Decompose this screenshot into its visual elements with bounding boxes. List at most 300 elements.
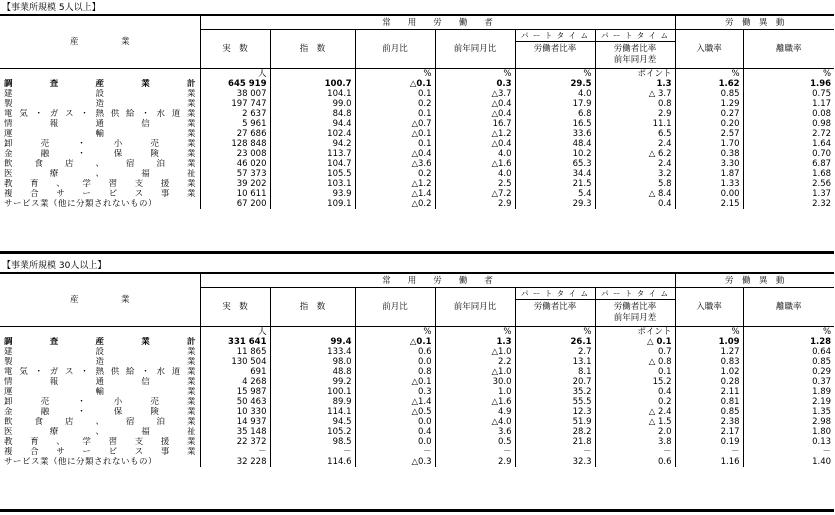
unit-cell: ポイント	[595, 69, 675, 80]
unit-cell: %	[675, 69, 743, 80]
row-label: 建設業	[4, 89, 196, 99]
header-shisu: 指 数	[270, 288, 355, 327]
cell-zennen: 2.9	[435, 199, 515, 209]
cell-nyushoku: 2.38	[675, 417, 743, 427]
cell-nyushoku: 0.81	[675, 397, 743, 407]
row-label: 情報通信業	[4, 119, 196, 129]
cell-nyushoku: 2.15	[675, 199, 743, 209]
cell-nyushoku: 0.19	[675, 437, 743, 447]
row-label: 教育、学習支援業	[4, 437, 196, 447]
header-jissu: 実 数	[200, 30, 270, 69]
cell-rishoku: 0.08	[743, 109, 834, 119]
cell-jissu: 5 961	[200, 119, 270, 129]
cell-zengetsu: △0.4	[355, 149, 435, 159]
stats-table	[0, 272, 834, 467]
cell-zennen: 0.5	[435, 437, 515, 447]
cell-shisu: 94.5	[270, 417, 355, 427]
cell-zennen: △1.0	[435, 347, 515, 357]
cell-zennen: △0.4	[435, 109, 515, 119]
cell-zennen: △1.2	[435, 129, 515, 139]
header-part-top: パ ー ト タ イ ム	[596, 288, 675, 300]
table-row	[0, 357, 834, 367]
cell-rishoku: 1.68	[743, 169, 834, 179]
row-label: 製造業	[4, 357, 196, 367]
cell-part-ratio: 2.7	[515, 347, 595, 357]
table-row	[0, 109, 834, 119]
cell-zennen: 4.0	[435, 149, 515, 159]
row-label: 医療、福祉	[4, 169, 196, 179]
row-label: 飲食店、宿泊業	[4, 417, 196, 427]
cell-jissu: 38 007	[200, 89, 270, 99]
table-row	[0, 189, 834, 199]
table-row	[0, 79, 834, 89]
row-label: 卸売・小売業	[4, 397, 196, 407]
cell-shisu: 93.9	[270, 189, 355, 199]
cell-part-ratio: 29.5	[515, 79, 595, 89]
cell-rishoku: 0.64	[743, 347, 834, 357]
header-zengetsu: 前月比	[355, 30, 435, 69]
cell-part-diff: 0.4	[595, 387, 675, 397]
cell-zengetsu: △1.4	[355, 189, 435, 199]
cell-part-ratio: －	[515, 447, 595, 457]
cell-nyushoku: 1.70	[675, 139, 743, 149]
cell-nyushoku: 1.16	[675, 457, 743, 467]
header-part-ratio	[515, 288, 595, 327]
cell-zennen: △0.4	[435, 99, 515, 109]
cell-jissu: 130 504	[200, 357, 270, 367]
cell-nyushoku: 2.17	[675, 427, 743, 437]
cell-part-diff: 0.8	[595, 99, 675, 109]
cell-zennen: 4.9	[435, 407, 515, 417]
cell-part-diff: 1.3	[595, 79, 675, 89]
cell-zennen: 2.5	[435, 179, 515, 189]
cell-shisu: 114.6	[270, 457, 355, 467]
cell-rishoku: 1.80	[743, 427, 834, 437]
table-row	[0, 159, 834, 169]
cell-zennen: 30.0	[435, 377, 515, 387]
cell-jissu: 11 865	[200, 347, 270, 357]
cell-rishoku: 0.13	[743, 437, 834, 447]
table-body	[0, 79, 834, 209]
cell-zengetsu: △0.7	[355, 119, 435, 129]
cell-rishoku: 6.87	[743, 159, 834, 169]
row-label: 運輸業	[4, 129, 196, 139]
cell-shisu: 98.0	[270, 357, 355, 367]
table-row	[0, 179, 834, 189]
cell-zennen: △3.7	[435, 89, 515, 99]
header-part-ratio-label: 労働者比率	[533, 302, 577, 312]
header-rishoku: 離職率	[743, 288, 834, 327]
cell-part-ratio: 20.7	[515, 377, 595, 387]
header-part-ratio-label: 労働者比率	[533, 44, 577, 54]
cell-part-ratio: 17.9	[515, 99, 595, 109]
table-row	[0, 417, 834, 427]
cell-jissu: 10 330	[200, 407, 270, 417]
header-group-employment: 常 用 労 働 者	[200, 273, 675, 288]
cell-part-diff: 0.7	[595, 347, 675, 357]
row-label: 複合サービス事業	[4, 447, 196, 457]
header-zengetsu: 前月比	[355, 288, 435, 327]
cell-part-ratio: 55.5	[515, 397, 595, 407]
cell-part-ratio: 12.3	[515, 407, 595, 417]
cell-zengetsu: △0.1	[355, 337, 435, 347]
table-row	[0, 387, 834, 397]
table-row	[0, 199, 834, 209]
cell-part-ratio: 51.9	[515, 417, 595, 427]
cell-nyushoku: 1.62	[675, 79, 743, 89]
table-row	[0, 347, 834, 357]
cell-nyushoku: 0.85	[675, 89, 743, 99]
header-industry: 産 業	[0, 15, 200, 69]
table-row	[0, 457, 834, 467]
cell-shisu: 109.1	[270, 199, 355, 209]
cell-part-ratio: 29.3	[515, 199, 595, 209]
cell-jissu: 67 200	[200, 199, 270, 209]
cell-part-diff: △ 0.1	[595, 337, 675, 347]
cell-part-diff: 2.4	[595, 159, 675, 169]
cell-zennen: △7.2	[435, 189, 515, 199]
row-label: 金融・保険業	[4, 407, 196, 417]
cell-jissu: －	[200, 447, 270, 457]
cell-jissu: 27 686	[200, 129, 270, 139]
cell-nyushoku: 0.00	[675, 189, 743, 199]
cell-zengetsu: 0.3	[355, 387, 435, 397]
header-shisu: 指 数	[270, 30, 355, 69]
cell-shisu: 102.4	[270, 129, 355, 139]
cell-zengetsu: 0.6	[355, 347, 435, 357]
cell-zengetsu: △1.4	[355, 397, 435, 407]
cell-zennen: △1.6	[435, 159, 515, 169]
unit-cell	[270, 327, 355, 338]
cell-part-diff: 0.4	[595, 199, 675, 209]
cell-part-diff: 15.2	[595, 377, 675, 387]
cell-zengetsu: △0.1	[355, 79, 435, 89]
cell-part-ratio: 4.0	[515, 89, 595, 99]
unit-cell: %	[675, 327, 743, 338]
unit-cell: %	[435, 327, 515, 338]
cell-rishoku: 2.98	[743, 417, 834, 427]
unit-cell	[270, 69, 355, 80]
table-row	[0, 397, 834, 407]
cell-part-diff: △ 2.4	[595, 407, 675, 417]
table-row	[0, 377, 834, 387]
table-row	[0, 437, 834, 447]
unit-cell: %	[355, 69, 435, 80]
header-rishoku: 離職率	[743, 30, 834, 69]
cell-part-diff: △ 6.2	[595, 149, 675, 159]
cell-rishoku: 2.19	[743, 397, 834, 407]
cell-zengetsu: 0.2	[355, 169, 435, 179]
cell-shisu: 89.9	[270, 397, 355, 407]
cell-jissu: 4 268	[200, 377, 270, 387]
cell-shisu: 104.7	[270, 159, 355, 169]
cell-part-diff: 0.1	[595, 367, 675, 377]
cell-jissu: 2 637	[200, 109, 270, 119]
table-row	[0, 119, 834, 129]
cell-zengetsu: 0.1	[355, 89, 435, 99]
cell-nyushoku: 0.38	[675, 149, 743, 159]
table-row	[0, 89, 834, 99]
cell-jissu: 331 641	[200, 337, 270, 347]
cell-nyushoku: 0.83	[675, 357, 743, 367]
cell-zengetsu: 0.4	[355, 427, 435, 437]
cell-jissu: 57 373	[200, 169, 270, 179]
cell-zennen: △0.4	[435, 139, 515, 149]
cell-part-ratio: 65.3	[515, 159, 595, 169]
table-row	[0, 139, 834, 149]
cell-rishoku: 1.96	[743, 79, 834, 89]
header-part-diff-label2: 前年同月差	[613, 313, 657, 323]
cell-shisu: 48.8	[270, 367, 355, 377]
table-row	[0, 149, 834, 159]
unit-cell: %	[515, 327, 595, 338]
cell-shisu: 103.1	[270, 179, 355, 189]
cell-rishoku: 1.17	[743, 99, 834, 109]
cell-rishoku: 0.98	[743, 119, 834, 129]
unit-cell: %	[743, 69, 834, 80]
cell-jissu: 15 987	[200, 387, 270, 397]
cell-part-ratio: 32.3	[515, 457, 595, 467]
cell-jissu: 197 747	[200, 99, 270, 109]
cell-part-ratio: 6.8	[515, 109, 595, 119]
section-title: 【事業所規模 30人以上】	[2, 261, 107, 271]
cell-nyushoku: 0.85	[675, 407, 743, 417]
cell-part-ratio: 33.6	[515, 129, 595, 139]
row-label: 金融・保険業	[4, 149, 196, 159]
cell-jissu: 10 611	[200, 189, 270, 199]
table-row	[0, 407, 834, 417]
cell-shisu: 133.4	[270, 347, 355, 357]
cell-zengetsu: △0.1	[355, 129, 435, 139]
cell-nyushoku: 1.27	[675, 347, 743, 357]
cell-zengetsu: △0.3	[355, 457, 435, 467]
header-nyushoku: 入職率	[675, 30, 743, 69]
cell-zengetsu: 0.2	[355, 99, 435, 109]
header-group-turnover: 労 働 異 動	[675, 15, 834, 30]
header-nyushoku: 入職率	[675, 288, 743, 327]
cell-shisu: 113.7	[270, 149, 355, 159]
row-label: 情報通信業	[4, 377, 196, 387]
cell-part-ratio: 16.5	[515, 119, 595, 129]
header-zennen: 前年同月比	[435, 30, 515, 69]
cell-part-diff: 0.6	[595, 457, 675, 467]
cell-rishoku: 1.35	[743, 407, 834, 417]
cell-zengetsu: 0.8	[355, 367, 435, 377]
cell-rishoku: －	[743, 447, 834, 457]
cell-nyushoku: 1.09	[675, 337, 743, 347]
cell-part-diff: 2.4	[595, 139, 675, 149]
cell-zennen: 0.3	[435, 79, 515, 89]
table-row	[0, 129, 834, 139]
cell-nyushoku: 1.33	[675, 179, 743, 189]
header-part-diff	[595, 288, 675, 327]
cell-zengetsu: △0.1	[355, 377, 435, 387]
cell-part-diff: 11.1	[595, 119, 675, 129]
row-label: 電気・ガス・熱供給・水道業	[4, 109, 196, 119]
cell-zennen: 3.6	[435, 427, 515, 437]
cell-shisu: 94.4	[270, 119, 355, 129]
cell-part-diff: 2.0	[595, 427, 675, 437]
table-row	[0, 427, 834, 437]
cell-shisu: 99.0	[270, 99, 355, 109]
cell-nyushoku: 0.28	[675, 377, 743, 387]
cell-part-ratio: 34.4	[515, 169, 595, 179]
cell-part-diff: 3.2	[595, 169, 675, 179]
cell-part-ratio: 48.4	[515, 139, 595, 149]
cell-part-ratio: 28.2	[515, 427, 595, 437]
cell-shisu: 100.1	[270, 387, 355, 397]
cell-zennen: △4.0	[435, 417, 515, 427]
cell-part-diff: △ 3.7	[595, 89, 675, 99]
cell-part-ratio: 35.2	[515, 387, 595, 397]
header-zennen: 前年同月比	[435, 288, 515, 327]
table-bottom-rule	[0, 509, 834, 512]
unit-cell: %	[515, 69, 595, 80]
row-label: 卸売・小売業	[4, 139, 196, 149]
cell-nyushoku: 2.11	[675, 387, 743, 397]
cell-zengetsu: △1.2	[355, 179, 435, 189]
row-label: 調査産業計	[4, 337, 196, 347]
row-label: 運輸業	[4, 387, 196, 397]
cell-nyushoku: 1.29	[675, 99, 743, 109]
header-group-employment: 常 用 労 働 者	[200, 15, 675, 30]
cell-part-ratio: 13.1	[515, 357, 595, 367]
unit-cell: ポイント	[595, 327, 675, 338]
row-label: サービス業（他に分類されないもの）	[4, 457, 158, 467]
cell-part-ratio: 8.1	[515, 367, 595, 377]
cell-zengetsu: △0.2	[355, 199, 435, 209]
cell-part-diff: △ 8.4	[595, 189, 675, 199]
cell-nyushoku: －	[675, 447, 743, 457]
table-bottom-rule	[0, 251, 834, 254]
cell-jissu: 128 848	[200, 139, 270, 149]
table-row	[0, 367, 834, 377]
cell-rishoku: 1.37	[743, 189, 834, 199]
cell-shisu: 99.4	[270, 337, 355, 347]
row-label: 飲食店、宿泊業	[4, 159, 196, 169]
cell-part-diff: －	[595, 447, 675, 457]
cell-nyushoku: 2.57	[675, 129, 743, 139]
cell-zengetsu: －	[355, 447, 435, 457]
row-label: 医療、福祉	[4, 427, 196, 437]
cell-rishoku: 0.29	[743, 367, 834, 377]
cell-shisu: 105.5	[270, 169, 355, 179]
header-part-diff-label1: 労働者比率	[613, 302, 657, 312]
stats-table	[0, 14, 834, 209]
header-part-diff-label2: 前年同月差	[613, 55, 657, 65]
header-part-top: パ ー ト タ イ ム	[516, 288, 595, 300]
cell-zennen: 1.3	[435, 337, 515, 347]
cell-nyushoku: 1.02	[675, 367, 743, 377]
cell-part-diff: 0.2	[595, 397, 675, 407]
cell-part-ratio: 21.5	[515, 179, 595, 189]
unit-cell: %	[435, 69, 515, 80]
header-group-turnover: 労 働 異 動	[675, 273, 834, 288]
cell-zengetsu: 0.0	[355, 357, 435, 367]
cell-jissu: 32 228	[200, 457, 270, 467]
cell-zennen: 1.0	[435, 387, 515, 397]
unit-blank	[0, 69, 200, 80]
cell-rishoku: 0.75	[743, 89, 834, 99]
unit-cell: 人	[200, 327, 270, 338]
cell-shisu: －	[270, 447, 355, 457]
header-industry: 産 業	[0, 273, 200, 327]
cell-jissu: 14 937	[200, 417, 270, 427]
cell-jissu: 22 372	[200, 437, 270, 447]
cell-zengetsu: △3.6	[355, 159, 435, 169]
cell-jissu: 50 463	[200, 397, 270, 407]
cell-rishoku: 2.72	[743, 129, 834, 139]
cell-rishoku: 0.85	[743, 357, 834, 367]
cell-zennen: △1.6	[435, 397, 515, 407]
cell-shisu: 99.2	[270, 377, 355, 387]
header-part-diff-label1: 労働者比率	[613, 44, 657, 54]
cell-zennen: 16.7	[435, 119, 515, 129]
header-part-top: パ ー ト タ イ ム	[596, 30, 675, 42]
cell-zennen: －	[435, 447, 515, 457]
cell-rishoku: 2.32	[743, 199, 834, 209]
row-label: 複合サービス事業	[4, 189, 196, 199]
cell-jissu: 46 020	[200, 159, 270, 169]
table-body	[0, 337, 834, 467]
cell-rishoku: 1.40	[743, 457, 834, 467]
cell-part-ratio: 26.1	[515, 337, 595, 347]
cell-part-diff: 5.8	[595, 179, 675, 189]
cell-part-diff: 3.8	[595, 437, 675, 447]
unit-cell: %	[743, 327, 834, 338]
table-row	[0, 447, 834, 457]
cell-jissu: 23 008	[200, 149, 270, 159]
cell-zennen: 4.0	[435, 169, 515, 179]
row-label: 調査産業計	[4, 79, 196, 89]
cell-zengetsu: 0.0	[355, 437, 435, 447]
row-label: サービス業（他に分類されないもの）	[4, 199, 158, 209]
cell-shisu: 100.7	[270, 79, 355, 89]
cell-rishoku: 1.28	[743, 337, 834, 347]
cell-rishoku: 1.64	[743, 139, 834, 149]
cell-part-diff: 2.9	[595, 109, 675, 119]
cell-part-ratio: 21.8	[515, 437, 595, 447]
cell-jissu: 691	[200, 367, 270, 377]
row-label: 建設業	[4, 347, 196, 357]
cell-nyushoku: 1.87	[675, 169, 743, 179]
row-label: 電気・ガス・熱供給・水道業	[4, 367, 196, 377]
cell-shisu: 114.1	[270, 407, 355, 417]
cell-rishoku: 0.70	[743, 149, 834, 159]
cell-jissu: 645 919	[200, 79, 270, 89]
cell-part-ratio: 5.4	[515, 189, 595, 199]
cell-zennen: 2.2	[435, 357, 515, 367]
cell-part-ratio: 10.2	[515, 149, 595, 159]
cell-shisu: 84.8	[270, 109, 355, 119]
cell-nyushoku: 0.20	[675, 119, 743, 129]
cell-zennen: △1.0	[435, 367, 515, 377]
row-label: 製造業	[4, 99, 196, 109]
cell-shisu: 104.1	[270, 89, 355, 99]
table-row	[0, 337, 834, 347]
cell-zengetsu: 0.1	[355, 109, 435, 119]
table-row	[0, 99, 834, 109]
header-part-top: パ ー ト タ イ ム	[516, 30, 595, 42]
cell-zennen: 2.9	[435, 457, 515, 467]
section-title: 【事業所規模 5人以上】	[2, 3, 101, 13]
cell-part-diff: △ 1.5	[595, 417, 675, 427]
row-label: 教育、学習支援業	[4, 179, 196, 189]
cell-zengetsu: △0.5	[355, 407, 435, 417]
cell-zengetsu: 0.0	[355, 417, 435, 427]
cell-shisu: 105.2	[270, 427, 355, 437]
header-jissu: 実 数	[200, 288, 270, 327]
